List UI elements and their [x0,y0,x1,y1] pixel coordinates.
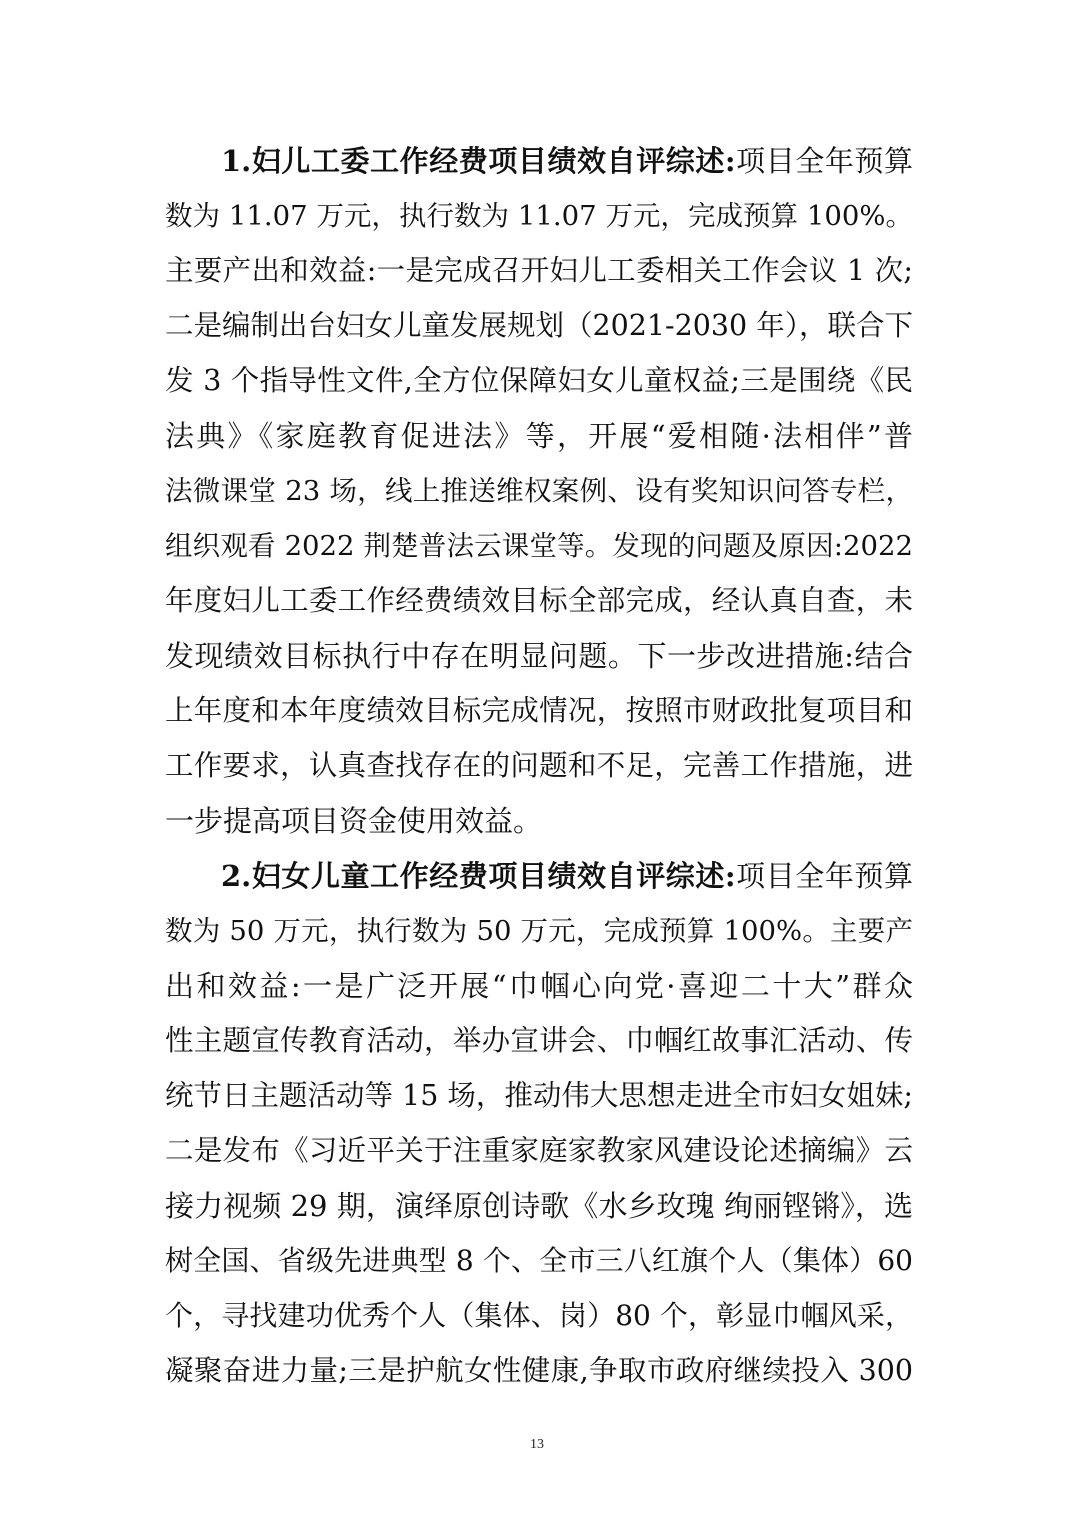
paragraph-2-line: 接力视频 29 期，演绎原创诗歌《水乡玫瑰 绚丽铿锵》，选 [165,1189,913,1223]
paragraph-1-line: 发现绩效目标执行中存在明显问题。下一步改进措施:结合 [165,639,913,673]
paragraph-2-line: 数为 50 万元，执行数为 50 万元，完成预算 100%。主要产 [165,915,913,947]
paragraph-1-line: 发 3 个指导性文件,全方位保障妇女儿童权益;三是围绕《民 [165,364,913,397]
paragraph-2-line: 个，寻找建功优秀个人（集体、岗）80 个，彰显巾帼风采， [165,1299,913,1332]
paragraph-2-heading: 2.妇女儿童工作经费项目绩效自评综述: [221,859,736,893]
paragraph-1-line: 组织观看 2022 荆楚普法云课堂等。发现的问题及原因:2022 [165,530,913,562]
paragraph-2-line: 二是发布《习近平关于注重家庭家教家风建设论述摘编》云 [165,1134,913,1167]
paragraph-2-line: 性主题宣传教育活动，举办宣讲会、巾帼红故事汇活动、传 [165,1024,913,1057]
paragraph-1-line: 法微课堂 23 场，线上推送维权案例、设有奖知识问答专栏， [165,475,913,507]
paragraph-1-first-rest: 项目全年预算 [735,144,913,178]
paragraph-1-line: 二是编制出台妇女儿童发展规划（2021-2030 年），联合下 [165,309,913,342]
paragraph-2-first-line [221,856,913,896]
paragraph-2-line: 出和效益:一是广泛开展“巾帼心向党·喜迎二十大”群众 [165,969,913,1003]
page-number: 13 [530,1437,544,1452]
paragraph-2-line: 凝聚奋进力量;三是护航女性健康,争取市政府继续投入 300 [165,1354,913,1387]
paragraph-1-line: 数为 11.07 万元，执行数为 11.07 万元，完成预算 100%。 [165,200,913,232]
paragraph-1-first-line [221,141,913,181]
paragraph-1-line: 法典》《家庭教育促进法》等，开展“爱相随·法相伴”普 [165,419,913,453]
paragraph-2-line: 树全国、省级先进典型 8 个、全市三八红旗个人（集体）60 [165,1244,913,1277]
paragraph-1-line: 工作要求，认真查找存在的问题和不足，完善工作措施，进 [165,749,913,782]
paragraph-2-first-rest: 项目全年预算 [735,859,913,893]
paragraph-1-line: 一步提高项目资金使用效益。 [165,804,543,838]
paragraph-2-line: 统节日主题活动等 15 场，推动伟大思想走进全市妇女姐妹; [165,1079,913,1112]
paragraph-1-line: 主要产出和效益:一是完成召开妇儿工委相关工作会议 1 次; [165,254,913,287]
paragraph-1-heading: 1.妇儿工委工作经费项目绩效自评综述: [221,144,736,178]
paragraph-1-line: 上年度和本年度绩效目标完成情况，按照市财政批复项目和 [165,694,913,727]
paragraph-1-line: 年度妇儿工委工作经费绩效目标全部完成，经认真自查，未 [165,584,913,617]
